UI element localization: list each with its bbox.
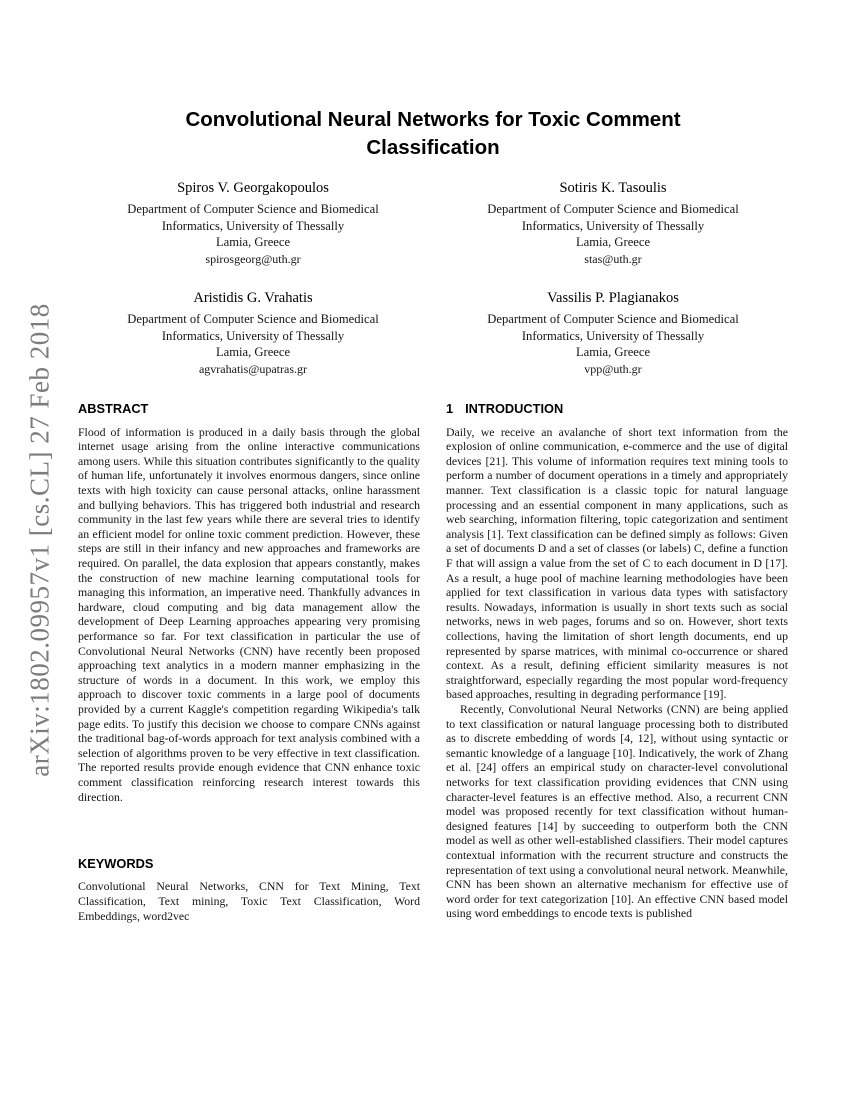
author-block <box>78 289 428 377</box>
abstract-text: Flood of information is produced in a daily basis through the global internet usage arising from the online interactive communications among users. While this situation contributes significantly to the quality of human life, unfortunately it involves enormous dangers, since online texts with high toxicity can cause personal attacks, online harassment and bullying behaviors. This has triggered both industrial and research community in the last few years while there are several tries to identify an efficient model for online toxic comment prediction. However, these steps are still in their infancy and new approaches and frameworks are required. On parallel, the data explosion that appears constantly, makes the construction of new machine learning computational tools for managing this information, an imperative need. Thankfully advances in hardware, cloud computing and big data management allow the development of Deep Learning approaches appearing very promising performance so far. For text classification in particular the use of Convolutional Neural Networks (CNN) have recently been proposed approaching text analytics in a modern manner emphasizing in the structure of words in a document. In this work, we employ this approach to discover toxic comments in a large pool of documents provided by a current Kaggle's competition regarding Wikipedia's talk page edits. To justify this decision we choose to compare CNNs against the traditional bag-of-words approach for text analysis combined with a selection of algorithms proven to be very effective in text classification. The reported results provide enough evidence that CNN enhance toxic comment classification reinforcing research interest towards this direction. <box>78 424 420 804</box>
abstract-heading: ABSTRACT <box>78 401 149 417</box>
author-email: vpp@uth.gr <box>584 361 642 376</box>
author-affiliation-line: Department of Computer Science and Biomedical <box>487 202 739 217</box>
keywords-heading: KEYWORDS <box>78 856 154 872</box>
author-block <box>438 179 788 267</box>
author-location: Lamia, Greece <box>575 235 651 250</box>
author-email: agvrahatis@upatras.gr <box>198 361 307 376</box>
introduction-paragraph: Daily, we receive an avalanche of short text information from the explosion of online communication, e-commerce and the use of digital devices [21]. This volume of information requires text mining tools to perform a number of document operations in a timely and appropriately manner. Text classification is a classic topic for natural language processing and an essential component in many applications, such as web searching, information filtering, topic categorization and sentiment analysis [1]. Text classification can be defined simply as follows: Given a set of documents D and a set of classes (or labels) C, define a function F that will assign a value from the set of C to each document in D [17]. As a result, a huge pool of machine learning methodologies have been applied for text classification in various data types with satisfactory results. Nowadays, information is usually in short texts such as social networks, news in web pages, forums and so on. However, short texts collections, having the limitation of short length documents, end up represented by sparse matrices, with minimal co-occurrence or shared context. As a result, defining efficient similarity measures is not straightforward, especially regarding the most popular word-frequency based approaches, resulting in degrading performance [19]. <box>446 424 788 702</box>
keywords-text: Convolutional Neural Networks, CNN for Text Mining, Text Classification, Text mining, Toxic Text Classification, Word Embeddings, word2vec <box>78 879 420 923</box>
left-column <box>78 401 420 923</box>
arxiv-watermark: arXiv:1802.09957v1 [cs.CL] 27 Feb 2018 <box>24 303 55 777</box>
author-name: Spiros V. Georgakopoulos <box>177 180 329 197</box>
author-block <box>438 289 788 377</box>
author-location: Lamia, Greece <box>215 345 291 360</box>
right-column <box>446 401 788 921</box>
author-affiliation-line: Informatics, University of Thessally <box>521 328 705 343</box>
section-title: INTRODUCTION <box>465 401 564 417</box>
section-number: 1 <box>446 401 454 417</box>
two-column-body <box>78 401 788 923</box>
author-affiliation-line: Informatics, University of Thessally <box>161 328 345 343</box>
author-affiliation-line: Department of Computer Science and Biomedical <box>487 312 739 327</box>
author-email: stas@uth.gr <box>584 251 642 266</box>
introduction-paragraph: Recently, Convolutional Neural Networks (CNN) are being applied to text classification or natural language processing both to distributed as to discrete embedding of words [4, 12], without using syntactic or semantic knowledge of a language [10]. Indicatively, the work of Zhang et al. [24] offers an empirical study on character-level convolutional networks for text classification providing evidences that CNN using character-level features is an effective method. Also, a recurrent CNN model was proposed recently for text classification without human-designed features [14] by succeeding to outperform both the CNN model as well as other well-established classifiers. Their model captures contextual information with the recurrent structure and constructs the representation of text using a convolutional neural network. Meanwhile, CNN has been shown an alternative mechanism for effective use of word order for text categorization [10]. An effective CNN based model using word embeddings to encode texts is published <box>446 701 788 921</box>
paper-title: Convolutional Neural Networks for Toxic Comment Classification <box>185 108 681 159</box>
author-location: Lamia, Greece <box>215 235 291 250</box>
introduction-heading <box>446 401 788 416</box>
author-affiliation-line: Department of Computer Science and Biomedical <box>127 312 379 327</box>
author-name: Vassilis P. Plagianakos <box>547 290 679 307</box>
author-location: Lamia, Greece <box>575 345 651 360</box>
author-name: Sotiris K. Tasoulis <box>559 180 667 197</box>
author-affiliation-line: Informatics, University of Thessally <box>161 218 345 233</box>
author-name: Aristidis G. Vrahatis <box>193 290 313 307</box>
authors-grid <box>78 179 788 377</box>
author-affiliation-line: Informatics, University of Thessally <box>521 218 705 233</box>
author-block <box>78 179 428 267</box>
author-affiliation-line: Department of Computer Science and Biomedical <box>127 202 379 217</box>
author-email: spirosgeorg@uth.gr <box>205 251 301 266</box>
